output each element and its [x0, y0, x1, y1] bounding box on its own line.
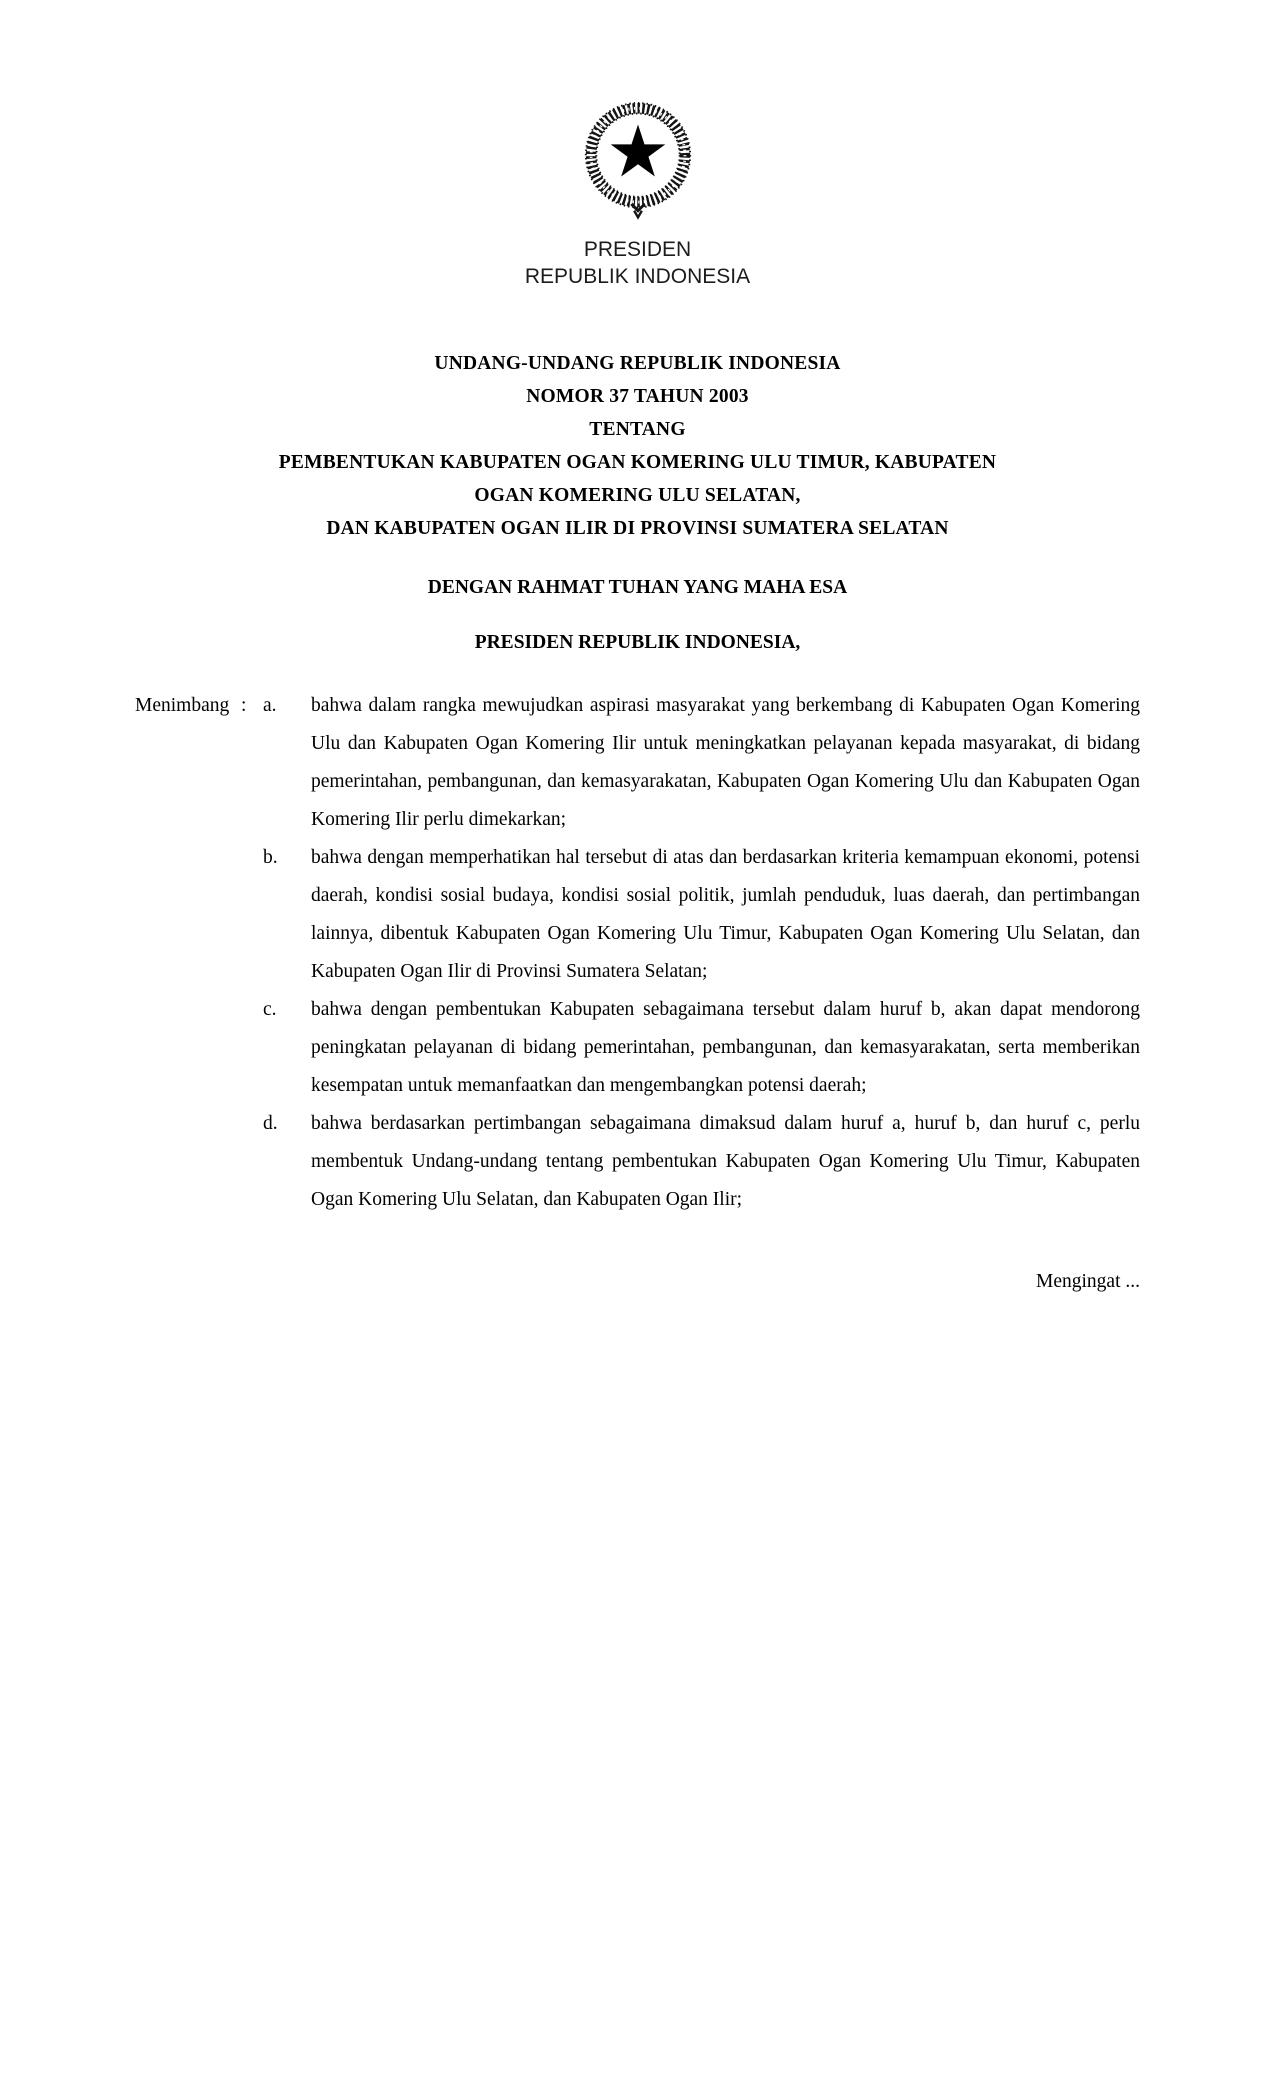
item-letter: a.: [263, 694, 277, 716]
law-title-line-6: DAN KABUPATEN OGAN ILIR DI PROVINSI SUMATERA SELATAN: [326, 518, 949, 540]
star-wreath-emblem-icon: [571, 92, 705, 226]
item-letter: b.: [263, 846, 278, 868]
law-title: [135, 347, 1140, 546]
considering-item-d: [263, 1105, 1140, 1219]
considering-item-a: [263, 687, 1140, 839]
letterhead-presiden: PRESIDEN: [583, 238, 692, 261]
item-text: bahwa berdasarkan pertimbangan sebagaimana dimaksud dalam huruf a, huruf b, dan huruf c, perlu membentuk Undang-undang tentang pembentukan Kabupaten Ogan Komering Ulu Timur, Kabupaten Ogan Komering Ulu Selatan, dan Kabupaten Ogan Ilir;: [311, 1112, 1140, 1210]
item-text: bahwa dengan pembentukan Kabupaten sebagaimana tersebut dalam huruf b, akan dapat mendorong peningkatan pelayanan di bidang pemerintahan, pembangunan, dan kemasyarakatan, serta memberikan kesempatan untuk memanfaatkan dan mengembangkan potensi daerah;: [311, 998, 1140, 1096]
item-letter: c.: [263, 998, 277, 1020]
catchword-mengingat: Mengingat ...: [1036, 1270, 1140, 1292]
authority-line: PRESIDEN REPUBLIK INDONESIA,: [474, 631, 801, 653]
considering-section: [135, 687, 1140, 1219]
emblem-container: [135, 0, 1140, 231]
law-title-line-1: UNDANG-UNDANG REPUBLIK INDONESIA: [434, 352, 841, 374]
law-title-line-5: OGAN KOMERING ULU SELATAN,: [474, 485, 801, 507]
item-text: bahwa dalam rangka mewujudkan aspirasi masyarakat yang berkembang di Kabupaten Ogan Komering Ulu dan Kabupaten Ogan Komering Ilir untuk meningkatkan pelayanan kepada masyarakat, di bidang pemerintahan, pembangunan, dan kemasyarakatan, Kabupaten Ogan Komering Ulu dan Kabupaten Ogan Komering Ilir perlu dimekarkan;: [311, 694, 1140, 830]
considering-item-c: [263, 991, 1140, 1105]
law-title-line-2: NOMOR 37 TAHUN 2003: [526, 385, 749, 407]
grace-line: DENGAN RAHMAT TUHAN YANG MAHA ESA: [427, 576, 848, 598]
item-letter: d.: [263, 1112, 278, 1134]
law-title-line-3: TENTANG: [589, 419, 686, 441]
item-text: bahwa dengan memperhatikan hal tersebut di atas dan berdasarkan kriteria kemampuan ekonomi, potensi daerah, kondisi sosial budaya, kondisi sosial politik, jumlah penduduk, luas daerah, dan pertimbangan lainnya, dibentuk Kabupaten Ogan Komering Ulu Timur, Kabupaten Ogan Komering Ulu Selatan, dan Kabupaten Ogan Ilir di Provinsi Sumatera Selatan;: [311, 846, 1140, 982]
considering-item-b: [263, 839, 1140, 991]
letterhead: [135, 237, 1140, 291]
considering-colon: :: [241, 694, 247, 716]
law-title-line-4: PEMBENTUKAN KABUPATEN OGAN KOMERING ULU TIMUR, KABUPATEN: [278, 452, 997, 474]
letterhead-republik-indonesia: REPUBLIK INDONESIA: [524, 264, 751, 288]
considering-label: Menimbang: [135, 694, 230, 716]
considering-items: [263, 687, 1140, 1219]
